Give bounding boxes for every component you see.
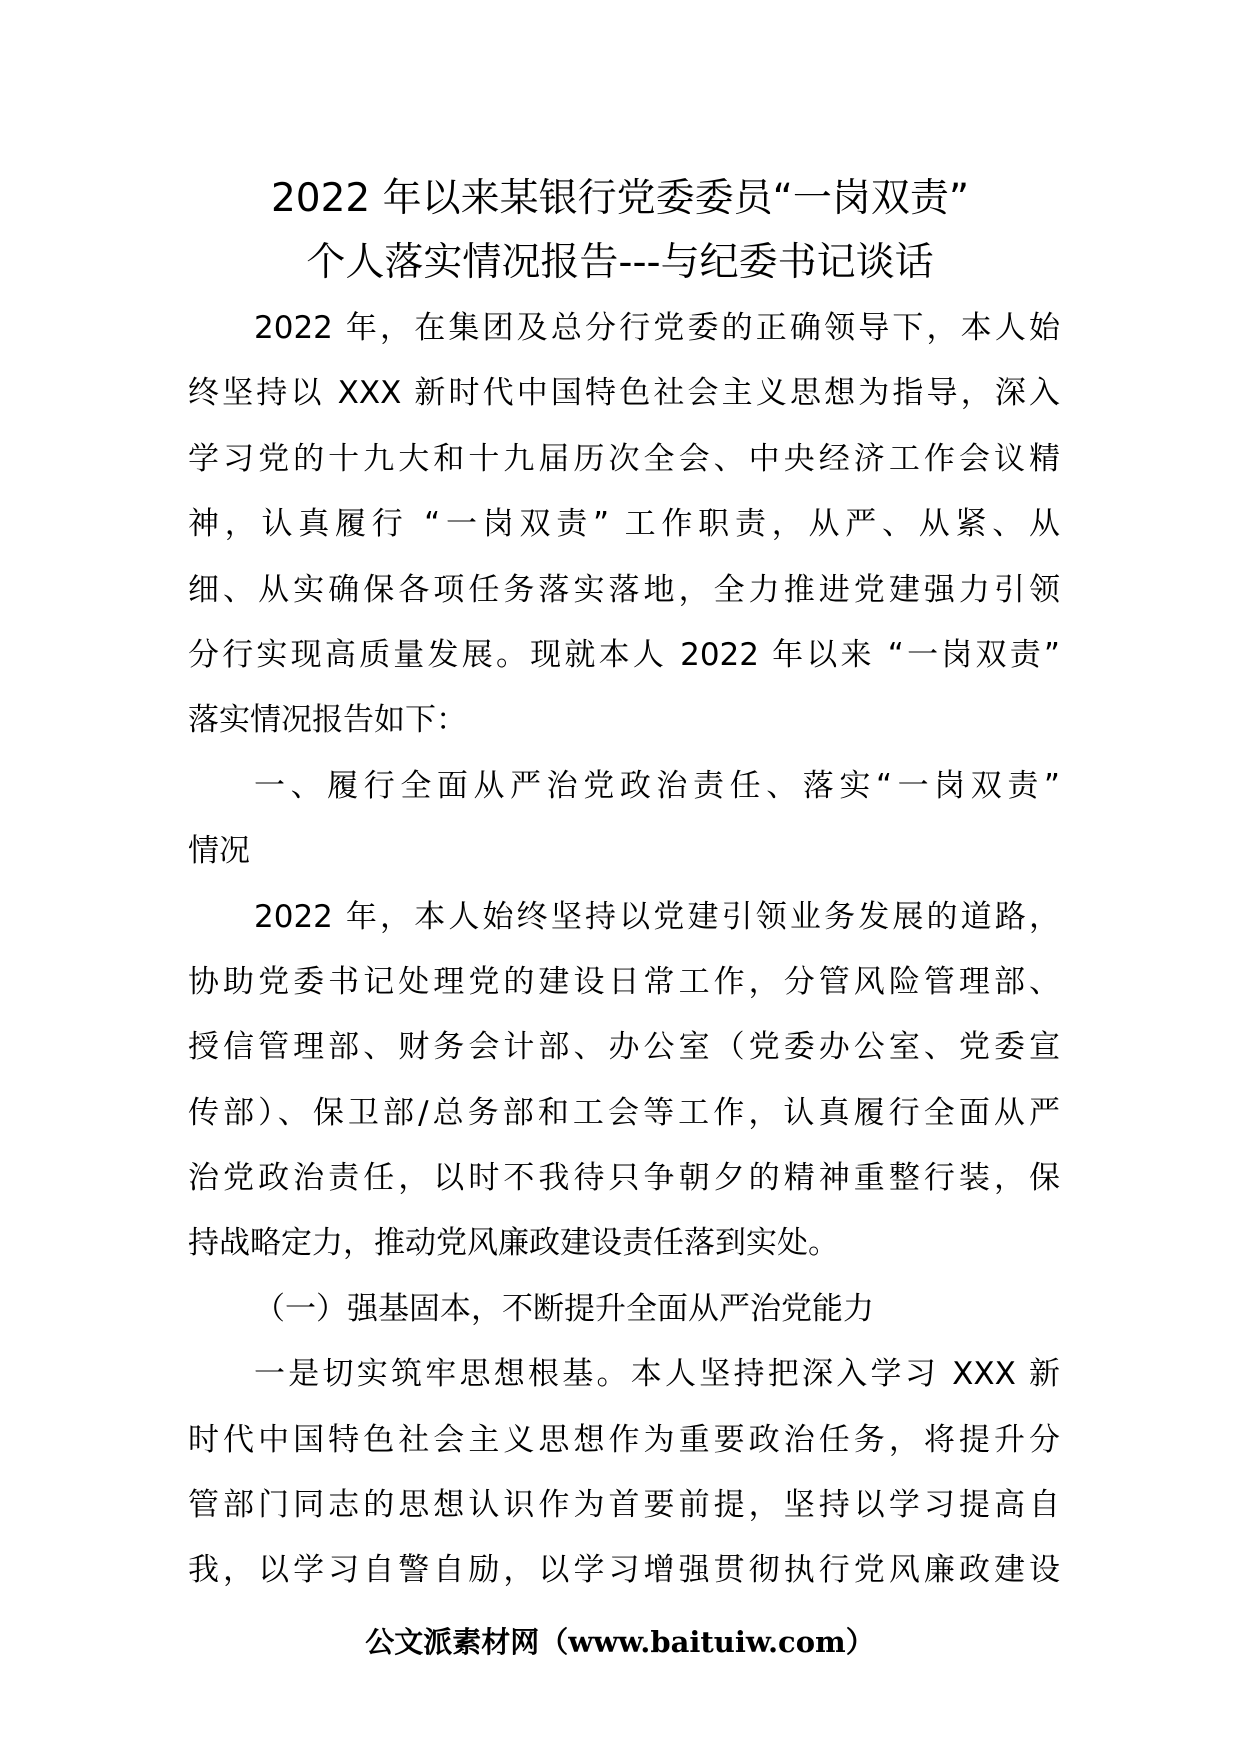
paragraph-1-line: 分行实现高质量发展。现就本人 2022 年以来 “一岗双责” (188, 636, 1060, 673)
paragraph-1-line: 2022 年，在集团及总分行党委的正确领导下，本人始 (254, 310, 1060, 346)
paragraph-3-line: 管部门同志的思想认识作为首要前提，坚持以学习提高自 (188, 1487, 1060, 1524)
paragraph-2-line: 传部）、保卫部/总务部和工会等工作，认真履行全面从严 (188, 1094, 1060, 1131)
paragraph-1-line: 神，认真履行 “一岗双责” 工作职责，从严、从紧、从 (188, 506, 1060, 543)
paragraph-1-line: 落实情况报告如下： (188, 702, 467, 739)
paragraph-2-line: 持战略定力，推动党风廉政建设责任落到实处。 (188, 1225, 839, 1262)
paragraph-2-line: 治党政治责任，以时不我待只争朝夕的精神重整行装，保 (188, 1160, 1060, 1197)
paragraph-1-line: 终坚持以 XXX 新时代中国特色社会主义思想为指导，深入 (188, 375, 1060, 412)
section-heading-1-line: 一、履行全面从严治党政治责任、落实“一岗双责” (254, 767, 1060, 804)
document-body (188, 296, 1060, 1604)
section-heading-1-line: 情况 (188, 833, 250, 870)
paragraph-1-line: 细、从实确保各项任务落实落地，全力推进党建强力引领 (188, 571, 1060, 608)
paragraph-3-line: 我，以学习自警自励，以学习增强贯彻执行党风廉政建设 (188, 1552, 1060, 1589)
paragraph-2-line: 协助党委书记处理党的建设日常工作，分管风险管理部、 (188, 963, 1060, 1000)
paragraph-2-line: 2022 年，本人始终坚持以党建引领业务发展的道路， (254, 898, 1060, 935)
document-title-line-2: 个人落实情况报告---与纪委书记谈话 (306, 240, 934, 285)
paragraph-3-line: 一是切实筑牢思想根基。本人坚持把深入学习 XXX 新 (254, 1356, 1060, 1393)
page-footer-source: 公文派素材网（www.baituiw.com） (365, 1625, 875, 1659)
paragraph-1-line: 学习党的十九大和十九届历次全会、中央经济工作会议精 (188, 440, 1060, 477)
paragraph-3-line: 时代中国特色社会主义思想作为重要政治任务，将提升分 (188, 1421, 1060, 1458)
paragraph-2-line: 授信管理部、财务会计部、办公室（党委办公室、党委宣 (188, 1029, 1060, 1066)
subsection-heading-1: （一）强基固本，不断提升全面从严治党能力 (254, 1290, 874, 1327)
document-title-line-1: 2022 年以来某银行党委委员“一岗双责” (270, 176, 970, 221)
